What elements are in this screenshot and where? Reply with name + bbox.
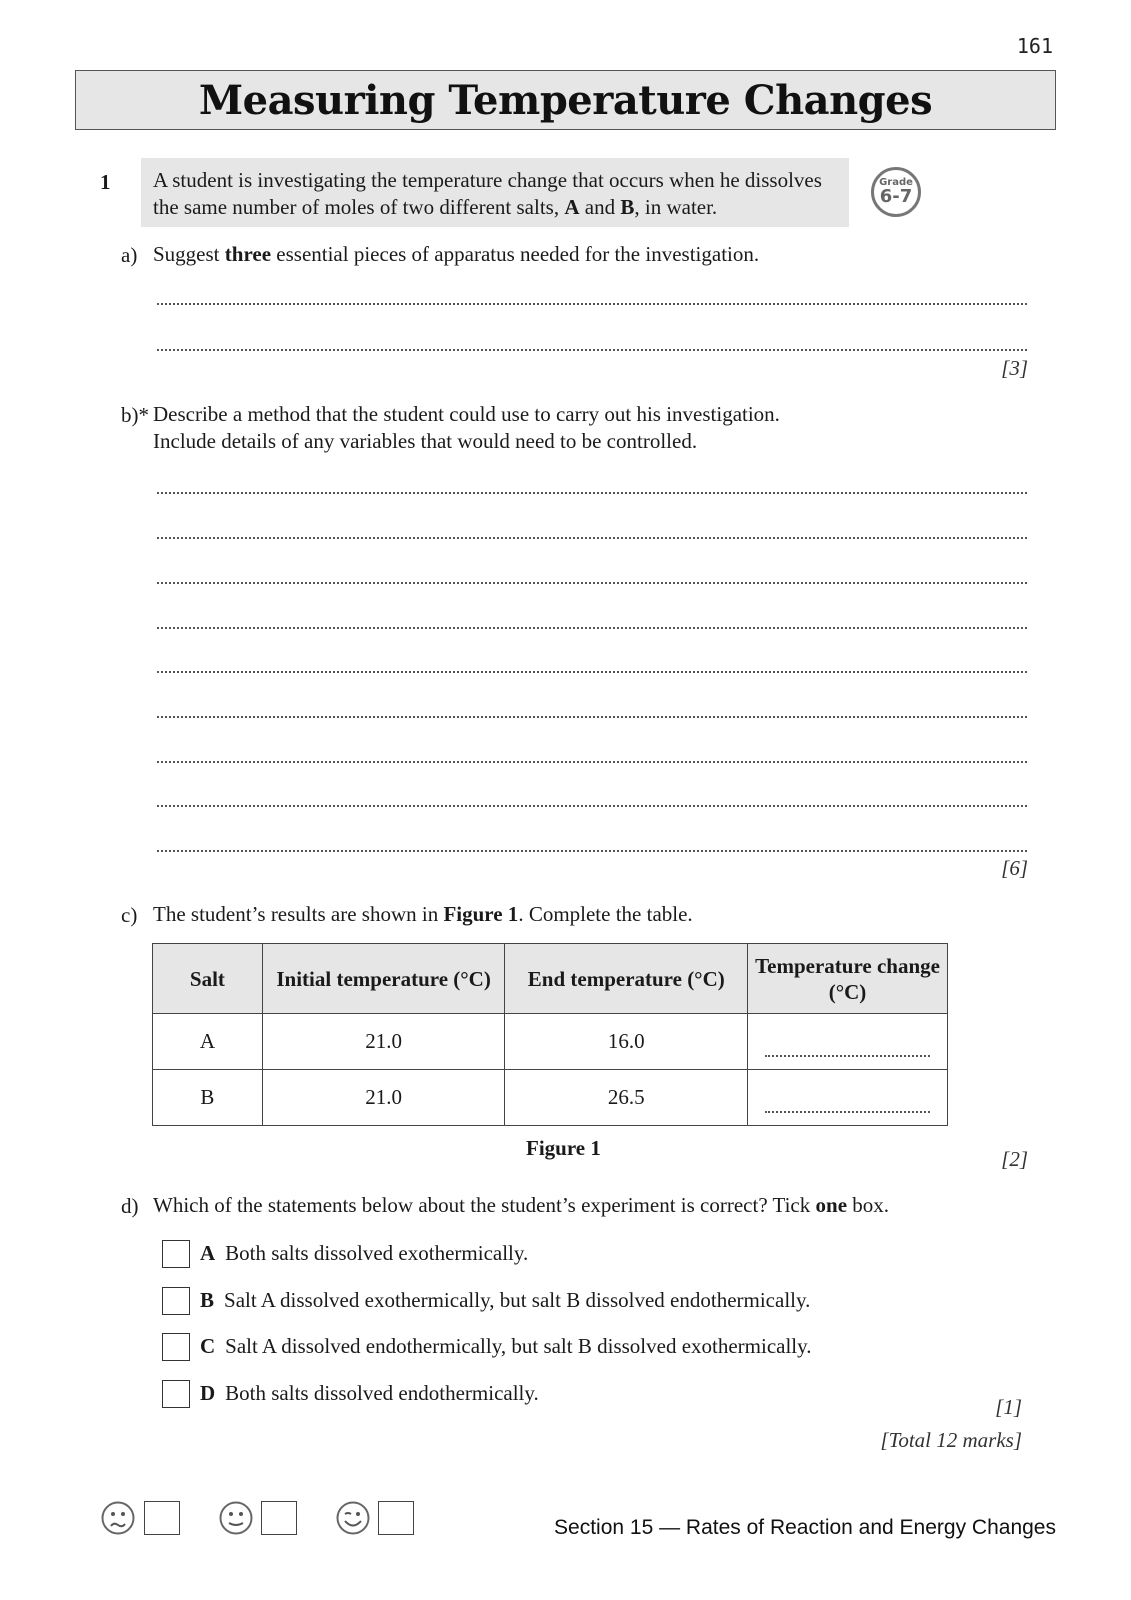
page-title: Measuring Temperature Changes [198,76,933,124]
question-emphasis: three [224,242,272,266]
question-text: essential pieces of apparatus needed for the investigation. [271,242,760,266]
answer-blank[interactable] [765,1045,930,1057]
part-c-marks: [2] [1001,1147,1028,1171]
question-emphasis: one [815,1193,848,1217]
part-a-marks: [3] [1001,356,1028,380]
part-d-question [153,1192,889,1219]
part-b-label: b)* [121,403,149,427]
answer-line[interactable] [157,301,1027,305]
option-a [200,1241,528,1266]
part-b-question [153,401,780,455]
figure-caption: Figure 1 [526,1136,601,1160]
tick-box-c[interactable] [162,1333,190,1361]
option-text: Salt A dissolved endothermically, but salt B dissolved exothermically. [225,1334,812,1358]
table-row [153,1014,948,1070]
grade-value: 6-7 [879,186,913,207]
answer-cell[interactable] [748,1070,948,1126]
intro-text-part: A student is investigating the temperature change that occurs when he dissolves the same number of moles of two different salts, [153,168,822,219]
table-header: Temperature change (°C) [748,944,948,1014]
question-text: The student’s results are shown in [153,902,444,926]
answer-line[interactable] [157,848,1027,852]
salt-a-label: A [564,195,580,219]
option-letter: A [200,1241,216,1265]
table-cell: 21.0 [262,1070,505,1126]
grade-label: Grade [879,177,913,188]
table-cell: 16.0 [505,1014,748,1070]
confidence-box[interactable] [378,1501,414,1535]
option-text: Both salts dissolved exothermically. [225,1241,529,1265]
intro-text-part: , in water. [634,195,718,219]
option-letter: B [200,1288,215,1312]
question-text: Which of the statements below about the student’s experiment is correct? Tick [153,1193,816,1217]
table-row [153,1070,948,1126]
answer-line[interactable] [157,714,1027,718]
table-cell: 26.5 [505,1070,748,1126]
part-b-marks: [6] [1001,856,1028,880]
neutral-face-icon [219,1501,253,1535]
option-b [200,1288,810,1313]
table-header-row [153,944,948,1014]
question-text: . Complete the table. [518,902,693,926]
grade-badge-icon [871,167,921,217]
question-text: Include details of any variables that would need to be controlled. [153,429,698,453]
confidence-box[interactable] [144,1501,180,1535]
answer-line[interactable] [157,347,1027,351]
option-d [200,1381,539,1406]
option-c [200,1334,812,1359]
question-emphasis: Figure 1 [443,902,519,926]
happy-face-icon [336,1501,370,1535]
option-text: Salt A dissolved exothermically, but salt B dissolved endothermically. [224,1288,811,1312]
table-cell: B [153,1070,263,1126]
part-a-label: a) [121,243,138,267]
table-cell: 21.0 [262,1014,505,1070]
answer-line[interactable] [157,580,1027,584]
part-d-marks: [1] [995,1395,1022,1419]
question-text: Describe a method that the student could use to carry out his investigation. [153,402,780,426]
confidence-box[interactable] [261,1501,297,1535]
part-d-label: d) [121,1194,139,1218]
intro-text-part: and [579,195,621,219]
page-number: 161 [1016,34,1053,58]
table-header: Initial temperature (°C) [262,944,505,1014]
part-c-label: c) [121,903,138,927]
answer-line[interactable] [157,625,1027,629]
question-text: Suggest [153,242,225,266]
salt-b-label: B [620,195,635,219]
question-intro [141,158,849,227]
part-c-question [153,901,693,928]
answer-line[interactable] [157,759,1027,763]
section-footer: Section 15 — Rates of Reaction and Energy Changes [554,1516,1056,1539]
answer-line[interactable] [157,803,1027,807]
tick-box-d[interactable] [162,1380,190,1408]
answer-line[interactable] [157,669,1027,673]
table-header: End temperature (°C) [505,944,748,1014]
answer-line[interactable] [157,535,1027,539]
option-letter: C [200,1334,216,1358]
question-number: 1 [100,170,111,194]
option-text: Both salts dissolved endothermically. [225,1381,539,1405]
title-banner [75,70,1056,130]
total-marks: [Total 12 marks] [880,1428,1022,1452]
results-table [152,943,948,1126]
sad-face-icon [101,1501,135,1535]
tick-box-a[interactable] [162,1240,190,1268]
option-letter: D [200,1381,216,1405]
part-a-question [153,241,759,268]
answer-blank[interactable] [765,1101,930,1113]
tick-box-b[interactable] [162,1287,190,1315]
table-header: Salt [153,944,263,1014]
question-text: box. [847,1193,890,1217]
answer-line[interactable] [157,490,1027,494]
table-cell: A [153,1014,263,1070]
answer-cell[interactable] [748,1014,948,1070]
